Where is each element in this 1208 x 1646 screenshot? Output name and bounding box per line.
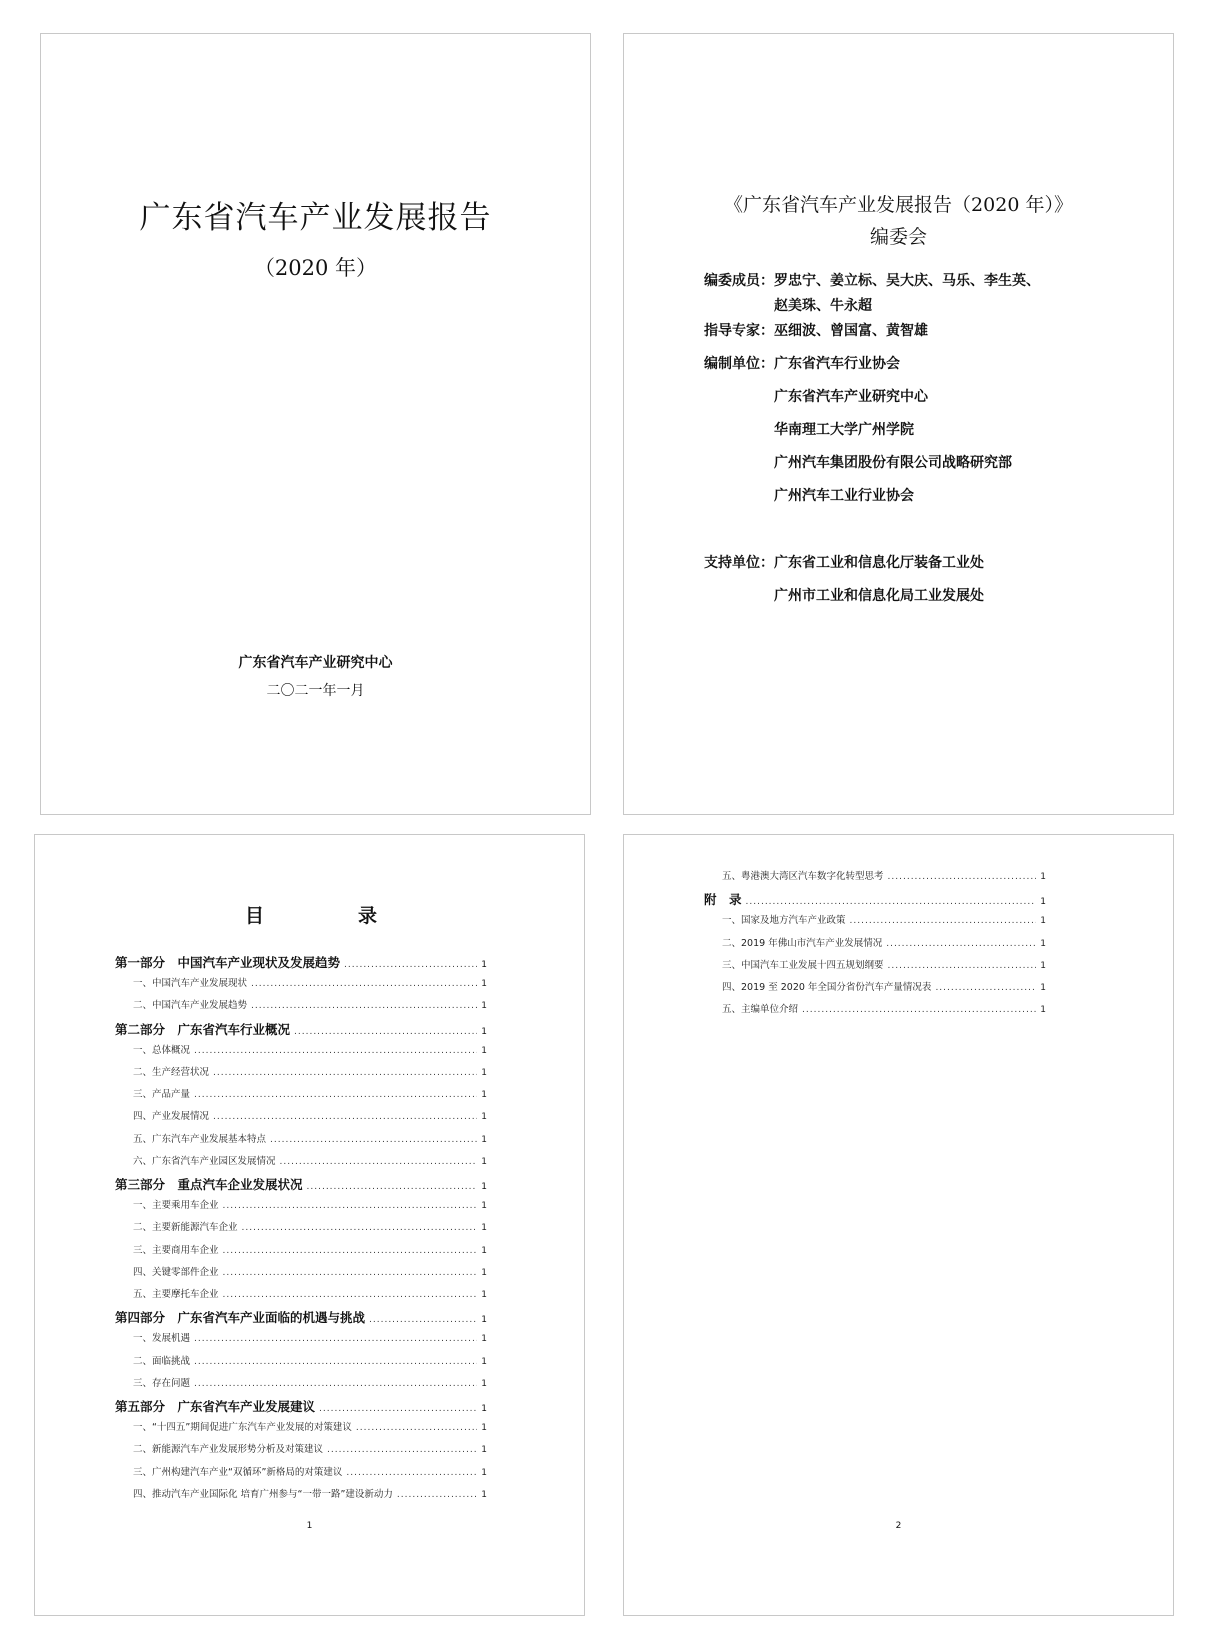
toc-leader-dots bbox=[888, 961, 1037, 971]
toc-leader-dots bbox=[194, 1357, 477, 1367]
unit-item: 广州汽车工业行业协会 bbox=[774, 488, 914, 504]
toc-entry-text: 广东省汽车产业园区发展情况 bbox=[152, 1155, 276, 1167]
toc-entry-number: 四、 bbox=[133, 1111, 153, 1123]
toc-entry-text: 主要新能源汽车企业 bbox=[152, 1222, 238, 1234]
toc-leader-dots bbox=[280, 1157, 478, 1167]
toc-page-2 bbox=[623, 834, 1174, 1616]
toc-entry-text: 第五部分 广东省汽车产业发展建议 bbox=[115, 1399, 316, 1414]
experts-list: 巫细波、曾国富、黄智雄 bbox=[774, 323, 928, 339]
toc-entry-number: 一、 bbox=[722, 915, 742, 927]
toc-entry-number: 二、 bbox=[133, 1000, 153, 1012]
toc-entry-text: 总体概况 bbox=[152, 1044, 191, 1056]
toc-entry-page: 1 bbox=[481, 1290, 487, 1300]
toc-item-entry[interactable] bbox=[133, 1108, 487, 1122]
toc-part-entry[interactable] bbox=[115, 1020, 487, 1038]
toc-leader-dots bbox=[223, 1201, 478, 1211]
toc-entry-text: 主编单位介绍 bbox=[741, 1004, 799, 1016]
toc-leader-dots bbox=[935, 983, 1036, 993]
toc-item-entry[interactable] bbox=[722, 979, 1046, 993]
toc-entry-number: 二、 bbox=[133, 1067, 153, 1078]
members-label: 编委成员： bbox=[704, 273, 774, 289]
toc-leader-dots bbox=[213, 1112, 477, 1122]
toc-item-entry[interactable] bbox=[133, 1286, 487, 1300]
toc-entry-text: 中国汽车产业发展现状 bbox=[152, 978, 248, 990]
toc-entry-number: 四、 bbox=[722, 982, 742, 993]
toc-item-entry[interactable] bbox=[133, 1464, 487, 1478]
toc-entry-text: 第一部分 中国汽车产业现状及发展趋势 bbox=[115, 955, 341, 970]
toc-item-entry[interactable] bbox=[133, 1353, 487, 1367]
toc-entry-text: 推动汽车产业国际化 培育广州参与“一带一路”建设新动力 bbox=[152, 1488, 393, 1500]
toc-entry-text: 广东汽车产业发展基本特点 bbox=[152, 1133, 267, 1145]
toc-entry-page: 1 bbox=[481, 1026, 487, 1037]
toc-entry-number: 六、 bbox=[133, 1155, 153, 1167]
toc-leader-dots bbox=[194, 1090, 477, 1100]
toc-entry-number: 二、 bbox=[133, 1355, 153, 1367]
toc-leader-dots bbox=[888, 872, 1037, 882]
toc-item-entry[interactable] bbox=[133, 1042, 487, 1056]
toc-item-entry[interactable] bbox=[722, 957, 1046, 971]
toc-leader-dots bbox=[850, 916, 1037, 926]
toc-leader-dots bbox=[346, 1468, 477, 1478]
toc-entry-page: 1 bbox=[481, 979, 487, 990]
toc-leader-dots bbox=[223, 1268, 478, 1278]
toc-item-entry[interactable] bbox=[133, 997, 487, 1011]
toc-item-entry[interactable] bbox=[722, 1001, 1046, 1015]
toc-item-entry[interactable] bbox=[133, 975, 487, 989]
toc-entry-number: 三、 bbox=[133, 1377, 153, 1389]
toc-item-entry[interactable] bbox=[133, 1086, 487, 1100]
toc-leader-dots bbox=[886, 939, 1036, 949]
toc-leader-dots bbox=[319, 1404, 477, 1414]
toc-entry-page: 1 bbox=[481, 1001, 487, 1012]
toc-part-entry[interactable] bbox=[704, 890, 1046, 908]
support-item: 广州市工业和信息化局工业发展处 bbox=[774, 588, 984, 604]
publish-date: 二〇二一年一月 bbox=[266, 683, 365, 699]
toc-part-entry[interactable] bbox=[115, 1397, 487, 1415]
toc-entry-page: 1 bbox=[481, 1315, 487, 1326]
toc-entry-number: 五、 bbox=[722, 871, 742, 882]
toc-item-entry[interactable] bbox=[133, 1264, 487, 1278]
page-number: 2 bbox=[895, 1521, 902, 1531]
toc-entry-text: 2019 至 2020 年全国分省份汽车产量情况表 bbox=[741, 982, 932, 993]
toc-leader-dots bbox=[223, 1246, 478, 1256]
toc-entry-page: 1 bbox=[1040, 916, 1046, 927]
toc-entry-number: 二、 bbox=[133, 1222, 153, 1234]
page-number: 1 bbox=[306, 1521, 313, 1531]
toc-entry-page: 1 bbox=[481, 1334, 487, 1345]
toc-leader-dots bbox=[344, 960, 477, 970]
toc-item-entry[interactable] bbox=[133, 1131, 487, 1145]
toc-entry-page: 1 bbox=[481, 1182, 487, 1192]
toc-entry-page: 1 bbox=[1040, 938, 1046, 949]
units-label: 编制单位： bbox=[704, 356, 774, 372]
toc-item-entry[interactable] bbox=[133, 1197, 487, 1211]
toc-leader-dots bbox=[307, 1182, 478, 1192]
toc-entry-text: 产品产量 bbox=[152, 1089, 191, 1101]
toc-item-entry[interactable] bbox=[133, 1153, 487, 1167]
toc-leader-dots bbox=[802, 1005, 1036, 1015]
toc-entry-text: 第四部分 广东省汽车产业面临的机遇与挑战 bbox=[115, 1310, 366, 1326]
toc-part-entry[interactable] bbox=[115, 953, 487, 971]
cover-page bbox=[40, 33, 591, 815]
members-line-2: 赵美珠、牛永超 bbox=[774, 298, 872, 314]
toc-entry-number: 五、 bbox=[133, 1133, 153, 1145]
toc-title-left: 目 bbox=[245, 905, 265, 927]
toc-item-entry[interactable] bbox=[133, 1486, 487, 1500]
support-item: 广东省工业和信息化厅装备工业处 bbox=[774, 555, 984, 571]
toc-item-entry[interactable] bbox=[722, 935, 1046, 949]
toc-entry-text: 存在问题 bbox=[152, 1377, 191, 1389]
toc-item-entry[interactable] bbox=[133, 1419, 487, 1433]
toc-entry-text: 新能源汽车产业发展形势分析及对策建议 bbox=[152, 1444, 324, 1456]
toc-leader-dots bbox=[213, 1068, 477, 1078]
toc-leader-dots bbox=[251, 979, 477, 989]
toc-entry-page: 1 bbox=[481, 1090, 487, 1101]
toc-item-entry[interactable] bbox=[133, 1330, 487, 1344]
toc-leader-dots bbox=[397, 1490, 477, 1500]
unit-item: 广州汽车集团股份有限公司战略研究部 bbox=[774, 455, 1012, 471]
toc-page-1 bbox=[34, 834, 585, 1616]
toc-entry-text: 广州构建汽车产业“双循环”新格局的对策建议 bbox=[152, 1466, 343, 1478]
toc-entry-page: 1 bbox=[1040, 983, 1046, 993]
toc-leader-dots bbox=[327, 1445, 477, 1455]
toc-entry-number: 一、 bbox=[133, 1200, 153, 1212]
toc-part-entry[interactable] bbox=[115, 1308, 487, 1326]
toc-entry-text: 2019 年佛山市汽车产业发展情况 bbox=[741, 937, 883, 949]
toc-item-entry[interactable] bbox=[133, 1375, 487, 1389]
toc-entry-text: “十四五”期间促进广东汽车产业发展的对策建议 bbox=[152, 1422, 352, 1434]
toc-entry-text: 主要商用车企业 bbox=[152, 1244, 219, 1256]
toc-leader-dots bbox=[194, 1379, 477, 1389]
toc-entry-number: 五、 bbox=[722, 1004, 742, 1016]
toc-entry-number: 四、 bbox=[133, 1266, 153, 1278]
editorial-title: 《广东省汽车产业发展报告（2020 年）》 bbox=[724, 194, 1073, 216]
toc-item-entry[interactable] bbox=[133, 1441, 487, 1455]
toc-entry-page: 1 bbox=[481, 1423, 487, 1434]
toc-entry-text: 中国汽车工业发展十四五规划纲要 bbox=[741, 959, 884, 971]
toc-entry-text: 生产经营状况 bbox=[152, 1067, 210, 1078]
toc-item-entry[interactable] bbox=[722, 868, 1046, 882]
toc-entry-number: 二、 bbox=[722, 937, 742, 949]
toc-entry-number: 二、 bbox=[133, 1444, 153, 1456]
toc-entry-page: 1 bbox=[481, 1489, 487, 1500]
toc-entry-number: 三、 bbox=[133, 1244, 153, 1256]
toc-entry-number: 一、 bbox=[133, 978, 153, 990]
toc-entry-number: 一、 bbox=[133, 1333, 153, 1345]
toc-entry-number: 三、 bbox=[133, 1466, 153, 1478]
toc-entry-text: 粤港澳大湾区汽车数字化转型思考 bbox=[741, 871, 884, 882]
experts-label: 指导专家： bbox=[704, 323, 774, 339]
report-title: 广东省汽车产业发展报告 bbox=[139, 200, 492, 236]
toc-entry-page: 1 bbox=[481, 1223, 487, 1234]
toc-item-entry[interactable] bbox=[133, 1242, 487, 1256]
toc-entry-page: 1 bbox=[481, 1201, 487, 1212]
toc-entry-page: 1 bbox=[481, 1156, 487, 1167]
report-year: （2020 年） bbox=[253, 256, 378, 280]
toc-entry-number: 四、 bbox=[133, 1488, 153, 1500]
toc-entry-text: 发展机遇 bbox=[152, 1333, 191, 1345]
publisher-name: 广东省汽车产业研究中心 bbox=[238, 655, 393, 671]
toc-entry-page: 1 bbox=[481, 1378, 487, 1389]
toc-entry-text: 关键零部件企业 bbox=[152, 1266, 219, 1278]
toc-entry-page: 1 bbox=[481, 1445, 487, 1456]
members-line-1: 罗忠宁、姜立标、吴大庆、马乐、李生英、 bbox=[774, 273, 1040, 289]
toc-entry-number: 五、 bbox=[133, 1289, 153, 1300]
support-label: 支持单位： bbox=[704, 555, 774, 571]
toc-entry-page: 1 bbox=[481, 1467, 487, 1478]
toc-entry-page: 1 bbox=[1040, 960, 1046, 971]
toc-entry-text: 中国汽车产业发展趋势 bbox=[152, 1000, 248, 1012]
toc-entry-page: 1 bbox=[1040, 872, 1046, 882]
toc-leader-dots bbox=[251, 1001, 477, 1011]
toc-title-right: 录 bbox=[358, 905, 378, 927]
toc-entry-page: 1 bbox=[481, 1068, 487, 1078]
toc-leader-dots bbox=[223, 1290, 478, 1300]
toc-entry-text: 主要乘用车企业 bbox=[152, 1200, 219, 1212]
toc-leader-dots bbox=[356, 1423, 477, 1433]
unit-item: 广东省汽车行业协会 bbox=[774, 356, 900, 372]
toc-entry-page: 1 bbox=[481, 1356, 487, 1367]
toc-part-entry[interactable] bbox=[115, 1175, 487, 1193]
toc-entry-page: 1 bbox=[1040, 897, 1046, 908]
toc-leader-dots bbox=[194, 1046, 477, 1056]
toc-entry-page: 1 bbox=[481, 1045, 487, 1056]
unit-item: 广东省汽车产业研究中心 bbox=[774, 389, 928, 405]
toc-leader-dots bbox=[242, 1223, 478, 1233]
toc-entry-text: 附 录 bbox=[704, 892, 742, 908]
toc-leader-dots bbox=[746, 897, 1037, 907]
editorial-subtitle: 编委会 bbox=[869, 226, 927, 248]
toc-entry-page: 1 bbox=[1040, 1005, 1046, 1016]
toc-entry-page: 1 bbox=[481, 1245, 487, 1256]
toc-entry-number: 一、 bbox=[133, 1422, 153, 1434]
toc-entry-number: 三、 bbox=[133, 1089, 153, 1101]
toc-entry-number: 三、 bbox=[722, 959, 742, 971]
toc-item-entry[interactable] bbox=[722, 912, 1046, 926]
toc-item-entry[interactable] bbox=[133, 1064, 487, 1078]
toc-entry-text: 面临挑战 bbox=[152, 1355, 191, 1367]
toc-leader-dots bbox=[369, 1315, 477, 1325]
unit-item: 华南理工大学广州学院 bbox=[774, 422, 914, 438]
toc-item-entry[interactable] bbox=[133, 1219, 487, 1233]
toc-entry-text: 第三部分 重点汽车企业发展状况 bbox=[115, 1177, 303, 1192]
editorial-page bbox=[623, 33, 1174, 815]
toc-entry-page: 1 bbox=[481, 960, 487, 970]
toc-entry-page: 1 bbox=[481, 1134, 487, 1145]
toc-entry-text: 第二部分 广东省汽车行业概况 bbox=[115, 1021, 291, 1037]
toc-entry-text: 国家及地方汽车产业政策 bbox=[741, 915, 846, 927]
toc-leader-dots bbox=[270, 1135, 477, 1145]
toc-entry-number: 一、 bbox=[133, 1044, 153, 1056]
toc-entry-text: 主要摩托车企业 bbox=[152, 1289, 219, 1300]
toc-entry-page: 1 bbox=[481, 1112, 487, 1123]
toc-entry-page: 1 bbox=[481, 1404, 487, 1414]
toc-leader-dots bbox=[194, 1334, 477, 1344]
toc-entry-page: 1 bbox=[481, 1267, 487, 1278]
toc-leader-dots bbox=[294, 1027, 477, 1037]
toc-entry-text: 产业发展情况 bbox=[152, 1111, 210, 1123]
